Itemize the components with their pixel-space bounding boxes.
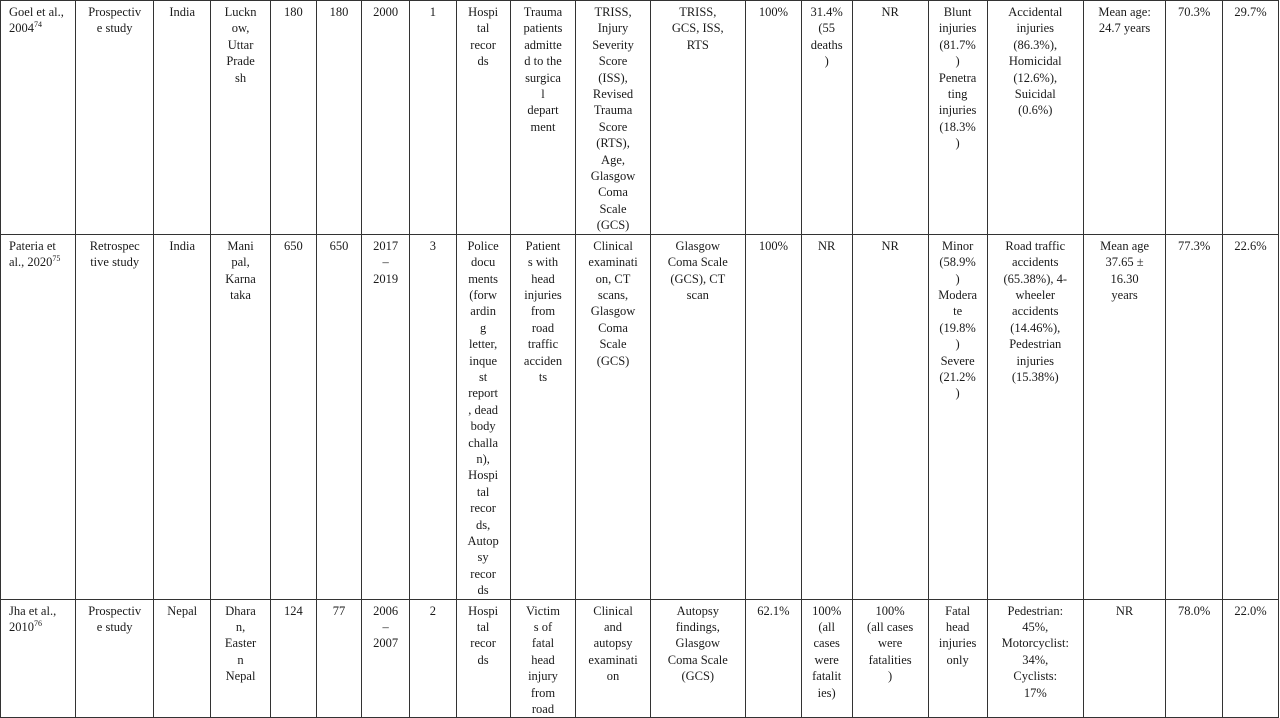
country-cell: India <box>154 234 211 599</box>
data-source-cell: Hospi tal recor ds <box>456 1 510 235</box>
follow-up-cell: 100% <box>745 234 801 599</box>
female-percent-cell: 29.7% <box>1223 1 1279 235</box>
mechanism-cell: Pedestrian: 45%, Motorcyclist: 34%, Cyclists: 17% <box>987 599 1083 718</box>
male-percent-cell: 70.3% <box>1166 1 1223 235</box>
country-cell: India <box>154 1 211 235</box>
age-cell: Mean age: 24.7 years <box>1083 1 1165 235</box>
fatality-cell: 100% (all cases were fatalities ) <box>852 599 928 718</box>
population-cell: Trauma patients admitte d to the surgica l depart ment <box>510 1 576 235</box>
injury-type-cell: Minor (58.9% ) Modera te (19.8% ) Severe (21.2% ) <box>928 234 987 599</box>
study-years-cell: 2006 – 2007 <box>362 599 410 718</box>
sample-size-cell: 180 <box>270 1 316 235</box>
sample-size-cell: 650 <box>270 234 316 599</box>
mortality-cell: 100% (all cases were fatalit ies) <box>801 599 852 718</box>
analyzed-size-cell: 650 <box>316 234 362 599</box>
mortality-cell: 31.4% (55 deaths ) <box>801 1 852 235</box>
male-percent-cell: 78.0% <box>1166 599 1223 718</box>
reference-number: 76 <box>34 618 42 628</box>
fatality-cell: NR <box>852 1 928 235</box>
location-cell: Mani pal, Karna taka <box>211 234 271 599</box>
population-cell: Patient s with head injuries from road traffic acciden ts <box>510 234 576 599</box>
study-design-cell: Retrospec tive study <box>76 234 154 599</box>
assessment-cell: Clinical and autopsy examinati on <box>576 599 650 718</box>
follow-up-cell: 100% <box>745 1 801 235</box>
study-design-cell: Prospectiv e study <box>76 1 154 235</box>
study-design-cell: Prospectiv e study <box>76 599 154 718</box>
sample-size-cell: 124 <box>270 599 316 718</box>
duration-cell: 3 <box>410 234 457 599</box>
duration-cell: 1 <box>410 1 457 235</box>
data-source-cell: Hospi tal recor ds <box>456 599 510 718</box>
table-row <box>1 599 1279 718</box>
country-cell: Nepal <box>154 599 211 718</box>
injury-type-cell: Fatal head injuries only <box>928 599 987 718</box>
fatality-cell: NR <box>852 234 928 599</box>
reference-number: 75 <box>52 253 61 263</box>
injury-type-cell: Blunt injuries (81.7% ) Penetra ting injuries (18.3% ) <box>928 1 987 235</box>
author-cell: Goel et al., 2004$^{74}$ <box>1 1 76 235</box>
location-cell: Luckn ow, Uttar Prade sh <box>211 1 271 235</box>
mechanism-cell: Accidental injuries (86.3%), Homicidal (12.6%), Suicidal (0.6%) <box>987 1 1083 235</box>
male-percent-cell: 77.3% <box>1166 234 1223 599</box>
assessment-cell: Clinical examinati on, CT scans, Glasgow Coma Scale (GCS) <box>576 234 650 599</box>
tools-cell: TRISS, GCS, ISS, RTS <box>650 1 745 235</box>
location-cell: Dhara n, Easter n Nepal <box>211 599 271 718</box>
tools-cell: Glasgow Coma Scale (GCS), CT scan <box>650 234 745 599</box>
assessment-cell: TRISS, Injury Severity Score (ISS), Revised Trauma Score (RTS), Age, Glasgow Coma Scale (GCS) <box>576 1 650 235</box>
table-row <box>1 1 1279 235</box>
reference-number: 74 <box>34 20 42 30</box>
female-percent-cell: 22.0% <box>1223 599 1279 718</box>
duration-cell: 2 <box>410 599 457 718</box>
analyzed-size-cell: 77 <box>316 599 362 718</box>
mortality-cell: NR <box>801 234 852 599</box>
follow-up-cell: 62.1% <box>745 599 801 718</box>
author-cell: Pateria et al., 2020$^{75}$ <box>1 234 76 599</box>
tools-cell: Autopsy findings, Glasgow Coma Scale (GCS) <box>650 599 745 718</box>
population-cell: Victim s of fatal head injury from road <box>510 599 576 718</box>
female-percent-cell: 22.6% <box>1223 234 1279 599</box>
age-cell: Mean age 37.65 ± 16.30 years <box>1083 234 1165 599</box>
study-years-cell: 2000 <box>362 1 410 235</box>
table-row <box>1 234 1279 599</box>
study-years-cell: 2017 – 2019 <box>362 234 410 599</box>
age-cell: NR <box>1083 599 1165 718</box>
data-source-cell: Police docu ments (forw ardin g letter, inque st report , dead body challa n), Hospi tal recor ds, Autop sy recor ds <box>456 234 510 599</box>
analyzed-size-cell: 180 <box>316 1 362 235</box>
mechanism-cell: Road traffic accidents (65.38%), 4- wheeler accidents (14.46%), Pedestrian injuries (15.38%) <box>987 234 1083 599</box>
author-cell: Jha et al., 2010$^{76}$ <box>1 599 76 718</box>
